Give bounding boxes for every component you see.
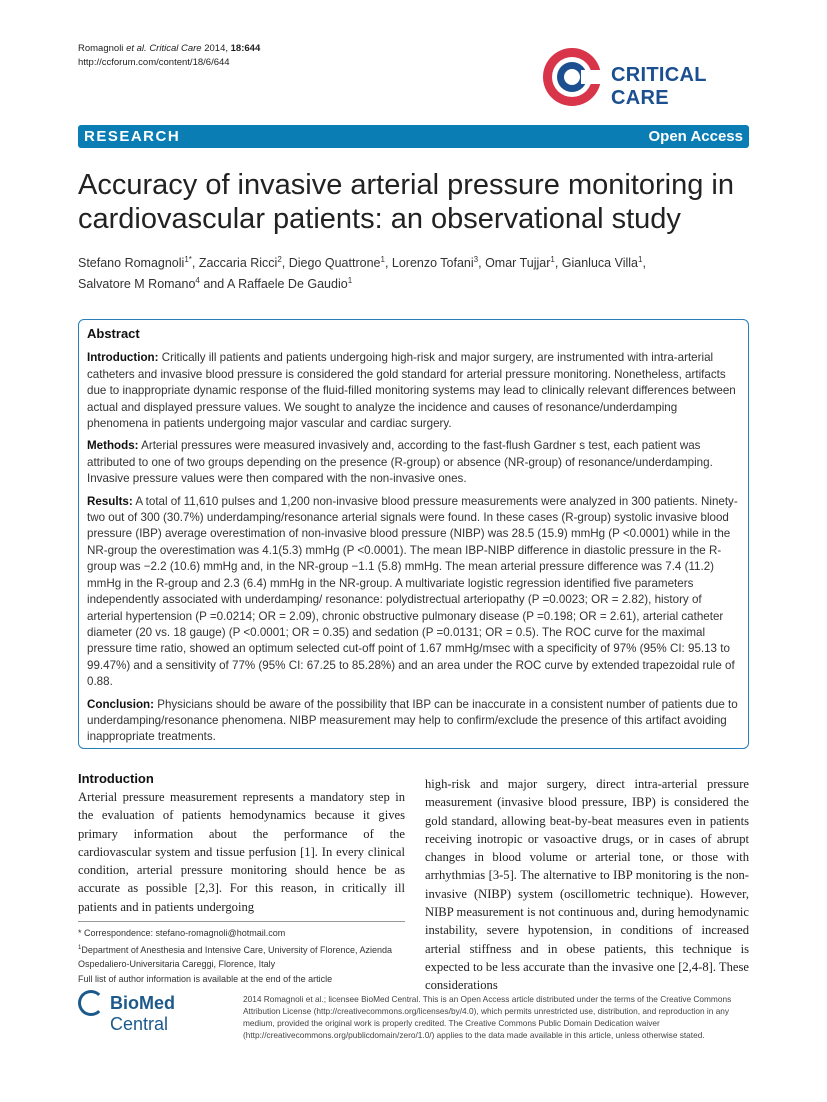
author-affiliation-sup: 1* (184, 255, 192, 264)
author-separator: , (642, 256, 646, 271)
author-separator: , (281, 256, 289, 271)
author-separator: , (554, 256, 562, 271)
abstract-box (78, 319, 749, 749)
author-affiliation-sup: 1 (637, 255, 643, 264)
abstract-section-text: A total of 11,610 pulses and 1,200 non-invasive blood pressure measurements were analyzed in 300 patients. Ninety-two out of 300 (30.7%) underdamping/resonance arterial signals were found. In these cases (R-group) systolic invasive blood pressure (IBP) average overestimation of non-invasive blood pressure (NIBP) was 28.5 (15.9) mmHg (P <0.0001) while in the NR-group the overestimation was 4.1(5.3) mmHg (P <0.0001). The mean IBP-NIBP difference in diastolic pressure in the R-group was −2.2 (10.6) mmHg and, in the NR-group −1.1 (5.8) mmHg. The mean arterial pressure difference was 7.4 (11.2) mmHg in the R-group and 2.3 (6.4) mmHg in the NR-group. A multivariate logistic regression identified five parameters independently associated with underdamping/ resonance: polydistrectual arteriopathy (P =0.0023; OR = 2.82), history of arterial hypertension (P =0.0214; OR = 2.09), chronic obstructive pulmonary disease (P =0.198; OR = 2.61), arterial catheter diameter (20 vs. 18 gauge) (P <0.0001; OR = 0.35) and sedation (P =0.0131; OR = 0.5). The ROC curve for the maximal pressure time ratio, showed an optimum selected cut-off point of 1.67 mmHg/msec with a specificity of 97% (95% CI: 95.13 to 99.47%) and a sensitivity of 77% (95% CI: 67.25 to 85.28%) and an area under the ROC curve by extended trapezoidal rule of 0.88. (87, 494, 738, 689)
abstract-section (87, 494, 740, 691)
body-paragraph: high-risk and major surgery, direct intra-arterial pressure measurement (invasive blood pressure, IBP) is considered the gold standard, allowing beat-by-beat measures even in patients receiving inotropic or vasoactive drugs, or in cases of abrupt changes in blood volume or arterial tone, or those with arrhythmias [3-5]. The alternative to IBP monitoring is the non-invasive (NIBP) system (oscillometric technique). However, NIBP measurement is not continuous and, during hemodynamic instability, severe hypotension, in conditions of increased arterial stiffness and in obese patients, this technique is expected to be less accurate than the invasive one [2,4-8]. These considerations (425, 777, 749, 993)
author-separator: , (478, 256, 486, 271)
correspondence-note: * Correspondence: stefano-romagnoli@hotmail.com (78, 928, 286, 938)
journal-logo-text: CRITICAL CARE (611, 64, 707, 109)
section-heading-introduction: Introduction (78, 771, 154, 786)
affiliation-text: Department of Anesthesia and Intensive Care, University of Florence, Azienda Ospedaliero-Universitaria Careggi, Florence, Italy (78, 944, 393, 969)
open-access-label: Open Access (648, 128, 743, 145)
author-info-note: Full list of author information is available at the end of the article (78, 973, 333, 984)
citation-year: 2014, (204, 43, 228, 54)
abstract-section-label: Methods: (87, 439, 139, 453)
author-name: Zaccaria Ricci (198, 256, 278, 271)
citation-journal: Critical Care (149, 43, 202, 54)
author-affiliation-sup: 1 (550, 255, 555, 264)
body-column-left (78, 771, 405, 916)
abstract-section-text: Arterial pressures were measured invasively and, according to the fast-flush Gardner s test, each patient was attributed to one of two groups depending on the presence (R-group) or absence (NR-group) of resonance/underdamping. Invasive pressure values were then compared with the non-invasive ones. (87, 439, 713, 486)
abstract-heading: Abstract (87, 326, 140, 341)
publisher-bold: BioMed (110, 993, 175, 1013)
publisher-rest: Central (110, 1014, 169, 1034)
citation-etal: et al. (126, 43, 147, 54)
author-name: Stefano Romagnoli (78, 256, 185, 271)
author-separator: , (384, 256, 392, 271)
abstract-section-label: Introduction: (87, 351, 159, 365)
abstract-section (87, 697, 740, 746)
author-name: Lorenzo Tofani (391, 256, 474, 271)
article-type: RESEARCH (84, 128, 181, 145)
citation-header (78, 42, 260, 70)
footnotes (78, 926, 408, 986)
author-affiliation-sup: 2 (277, 255, 282, 264)
abstract-section-label: Conclusion: (87, 697, 154, 711)
author-separator: , (191, 256, 199, 271)
author-affiliation-sup: 3 (473, 255, 479, 264)
journal-logo (543, 48, 753, 108)
citation-authors: Romagnoli (78, 43, 124, 54)
author-affiliation-sup: 4 (195, 276, 200, 286)
article-url[interactable]: http://ccforum.com/content/18/6/644 (78, 57, 230, 68)
body-paragraph: Arterial pressure measurement represents a mandatory step in the evaluation of patients hemodynamics because it gives primary information about the performance of the cardiovascular system and tissue perfusion [1]. In every clinical condition, arterial pressure monitoring should hence be as accurate as possible [2,3]. For this reason, in critically ill patients and in patients undergoing (78, 790, 405, 914)
citation-volume: 18:644 (230, 43, 261, 54)
abstract-section-label: Results: (87, 494, 133, 508)
abstract-section (87, 438, 740, 487)
affiliation-note (78, 941, 408, 972)
biomed-central-logo (78, 990, 238, 1034)
author-name: Gianluca Villa (561, 256, 638, 271)
author-name: A Raffaele De Gaudio (227, 277, 348, 292)
abstract-section-text: Physicians should be aware of the possibility that IBP can be inaccurate in a consistent number of patients due to underdamping/resonance phenomena. NIBP measurement may help to confirm/exclude the presence of this artifact avoiding inappropriate treatments. (87, 697, 738, 744)
author-name: Omar Tujjar (485, 256, 551, 271)
article-type-banner (78, 125, 749, 148)
article-title: Accuracy of invasive arterial pressure monitoring in cardiovascular patients: an observational study (78, 169, 734, 235)
abstract-section-text: Critically ill patients and patients undergoing high-risk and major surgery, are instrumented with intra-arterial catheters and invasive blood pressure is considered the gold standard for arterial pressure monitoring. Nonetheless, artifacts due to inappropriate dynamic response of the fluid-filled monitoring systems may lead to clinically relevant differences between actual and displayed pressure values. We sought to analyze the incidence and causes of resonance/underdamping phenomena in patients undergoing major vascular and cardiac surgery. (87, 351, 736, 431)
author-list (78, 251, 748, 293)
license-text: 2014 Romagnoli et al.; licensee BioMed Central. This is an Open Access article distributed under the terms of the Creative Commons Attribution License (http://creativecommons.org/licenses/by/4.0), which permits unrestricted use, distribution, and reproduction in any medium, provided the original work is properly credited. The Creative Commons Public Domain Dedication waiver (http://creativecommons.org/publicdomain/zero/1.0/) applies to the data made available in this article, unless otherwise stated. (243, 994, 732, 1040)
footnote-divider (78, 921, 405, 922)
author-affiliation-sup: 1 (380, 255, 385, 264)
bmc-circle-icon (78, 990, 104, 1016)
author-affiliation-sup: 1 (347, 276, 353, 286)
author-name: Salvatore M Romano (78, 277, 196, 292)
author-name: Diego Quattrone (288, 256, 381, 271)
body-column-right (425, 775, 749, 995)
abstract-section (87, 350, 740, 432)
author-separator: and (199, 277, 227, 292)
affiliation-sup: 1 (78, 944, 82, 951)
